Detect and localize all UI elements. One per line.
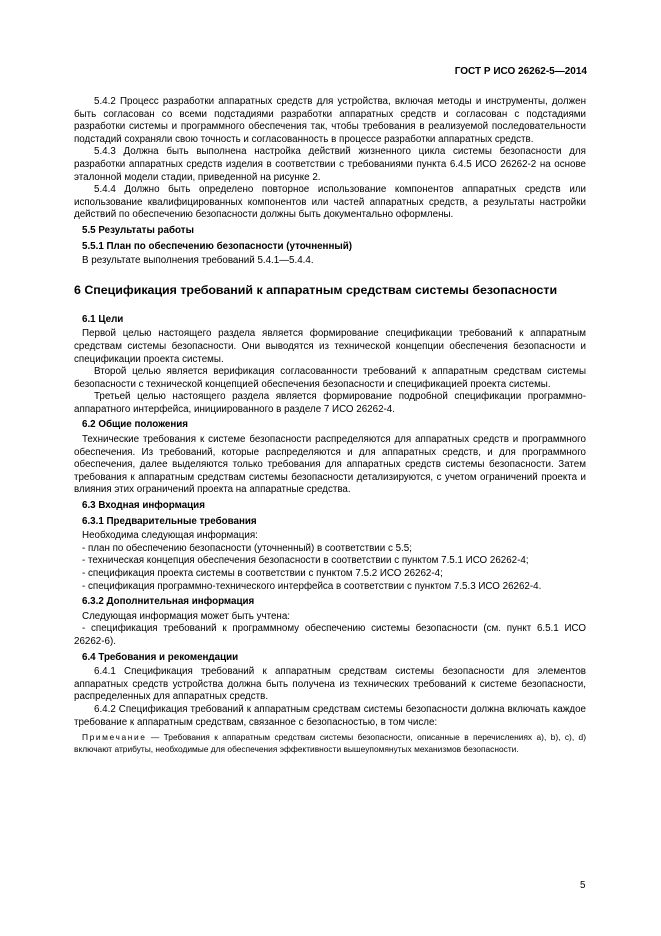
document-header: ГОСТ Р ИСО 26262-5—2014: [454, 66, 587, 77]
paragraph-5-4-4: 5.4.4 Должно быть определено повторное использование компонентов аппаратных средств или использование квалифицированных компонентов или частей аппаратных средств, а результаты настройки действий по обеспечению безопасности должны быть документально оформлены.: [74, 184, 586, 221]
page-number: 5: [580, 880, 586, 891]
heading-6-4: 6.4 Требования и рекомендации: [82, 651, 239, 663]
list-item: - спецификация проекта системы в соответствии с пунктом 7.5.2 ИСО 26262-4;: [82, 568, 443, 579]
paragraph-6-1-c: Третьей целью настоящего раздела является формирование подробной спецификации программно-аппаратного интерфейса, инициированного в разделе 7 ИСО 26262-4.: [74, 391, 586, 415]
heading-5-5: 5.5 Результаты работы: [82, 224, 194, 236]
paragraph-5-4-3: 5.4.3 Должна быть выполнена настройка действий жизненного цикла системы безопасности для разработки аппаратных средств изделия в соответствии с требованиями пункта 6.4.5 ИСО 26262-2 на основе эталонной модели стадии, приведенной на рисунке 2.: [74, 146, 586, 183]
list-item: - спецификация требований к программному обеспечению системы безопасности (см. пункт 6.5.1 ИСО 26262-6).: [74, 623, 586, 647]
list-item: - техническая концепция обеспечения безопасности в соответствии с пунктом 7.5.1 ИСО 26262-4;: [82, 555, 529, 567]
paragraph-6-3-2: Следующая информация может быть учтена:: [82, 610, 290, 622]
paragraph-6-4-1: 6.4.1 Спецификация требований к аппаратным средствам системы безопасности для элементов аппаратных средств устройства должна быть получена из технических требований к системе безопасности, распределенных для аппаратных средств.: [74, 666, 586, 703]
heading-6-3-2: 6.3.2 Дополнительная информация: [82, 596, 255, 608]
paragraph-5-4-2: 5.4.2 Процесс разработки аппаратных средств для устройства, включая методы и инструменты, должен быть согласован со всеми подстадиями разработки аппаратных средств и согласован с подстадиями разработки системы и программного обеспечения так, чтобы требования в реализуемой последовательности подстадий сохраняли свою точность и согласованность в процессе разработки аппаратных средств.: [74, 96, 586, 145]
heading-6-3: 6.3 Входная информация: [82, 500, 205, 512]
paragraph-6-1-b: Второй целью является верификация согласованности требований к аппаратным средствам системы безопасности с технической концепцией обеспечения безопасности и спецификацией проекта системы.: [74, 366, 586, 390]
list-item: - спецификация программно-технического интерфейса в соответствии с пунктом 7.5.3 ИСО 26262-4.: [82, 580, 542, 592]
section-6-title: 6 Спецификация требований к аппаратным средствам системы безопасности: [74, 282, 558, 297]
note-label: Примечание: [82, 732, 147, 743]
paragraph-5-5-1: В результате выполнения требований 5.4.1—5.4.4.: [82, 255, 314, 267]
paragraph-6-2: Технические требования к системе безопасности распределяются для аппаратных средств и программного обеспечения. Из требований, которые распределяются и для аппаратных средств, и для программного обеспечения, далее выделяются только требования для аппаратных средств системы безопасности. Затем требования к аппаратным средствам системы безопасности детализируются, с учетом ограничений проекта и влияния этих ограничений проекта на аппаратные средства.: [74, 434, 586, 496]
list-item: - план по обеспечению безопасности (уточненный) в соответствии с 5.5;: [82, 542, 412, 554]
paragraph-6-3-1: Необходима следующая информация:: [82, 530, 258, 542]
heading-6-3-1: 6.3.1 Предварительные требования: [82, 515, 257, 527]
paragraph-6-1-a: Первой целью настоящего раздела является формирование спецификации требований к аппаратным средствам системы безопасности. Они выводятся из технической концепции обеспечения безопасности и спецификации проекта системы.: [74, 328, 586, 365]
heading-6-2: 6.2 Общие положения: [82, 419, 189, 431]
note: [74, 732, 586, 755]
note-text: — Требования к аппаратным средствам системы безопасности, описанные в перечислениях a), b), c), d) включают атрибуты, необходимые для обеспечения эффективности вышеупомянутых механизмов безопасности.: [74, 732, 586, 754]
heading-5-5-1: 5.5.1 План по обеспечению безопасности (уточненный): [82, 240, 353, 252]
heading-6-1: 6.1 Цели: [82, 313, 124, 325]
page-content: [74, 96, 586, 755]
paragraph-6-4-2: 6.4.2 Спецификация требований к аппаратным средствам системы безопасности должна включать каждое требование к аппаратным средствам, связанное с безопасностью, в том числе:: [74, 703, 586, 728]
